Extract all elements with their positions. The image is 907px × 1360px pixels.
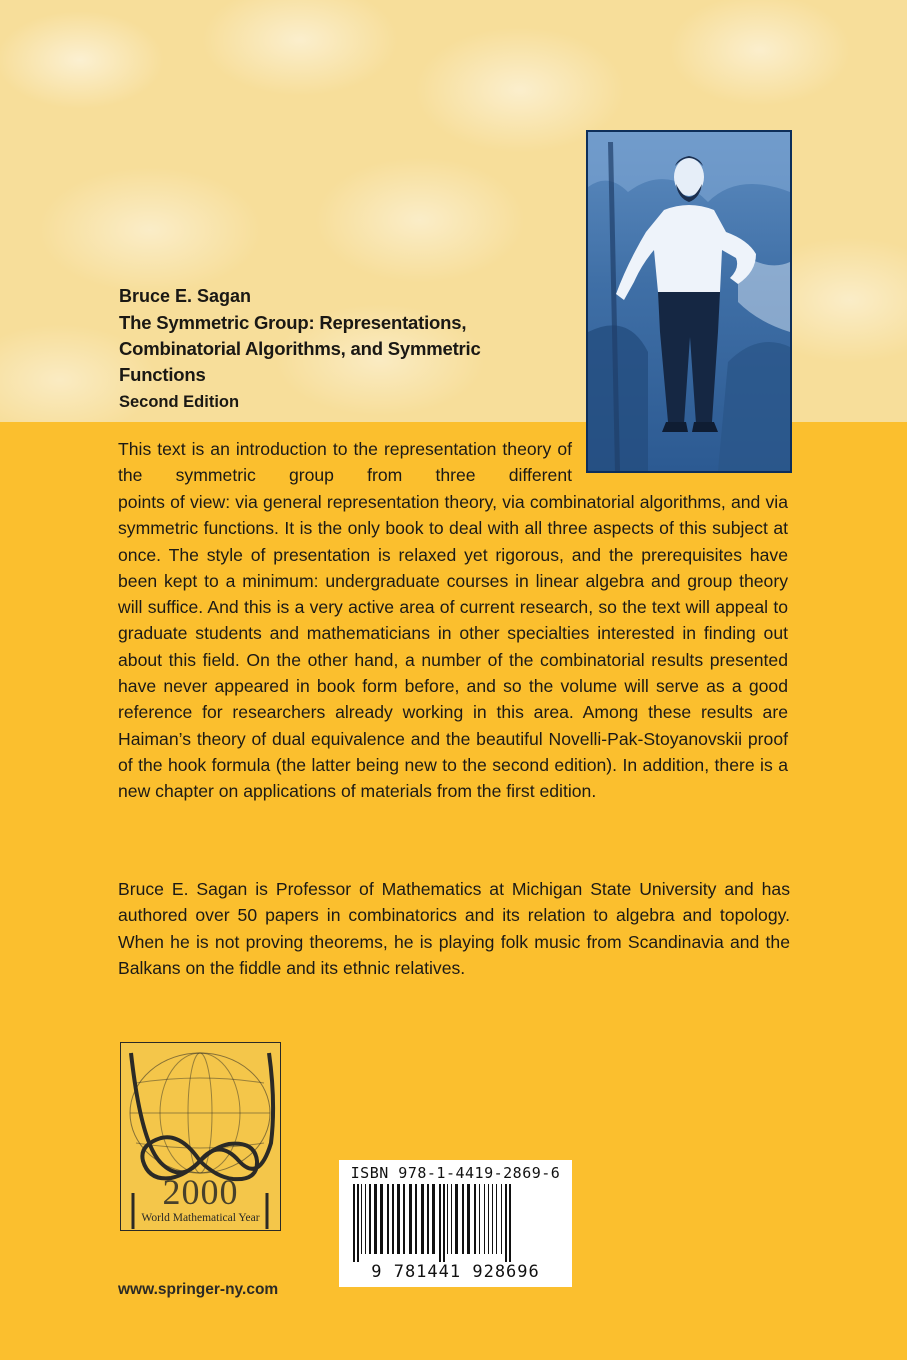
barcode-bar xyxy=(392,1184,394,1254)
book-title-line: The Symmetric Group: Representations, xyxy=(119,312,467,333)
isbn-barcode xyxy=(339,1160,572,1287)
barcode-bar xyxy=(397,1184,400,1254)
barcode-bar xyxy=(403,1184,405,1254)
barcode-bar xyxy=(501,1184,502,1254)
barcode-bar xyxy=(380,1184,383,1254)
book-title xyxy=(119,310,579,388)
barcode-bar xyxy=(505,1184,507,1262)
logo-year: 2000 xyxy=(162,1172,239,1212)
author-photo xyxy=(586,130,792,473)
barcode-bar xyxy=(462,1184,464,1254)
barcode-bar xyxy=(479,1184,480,1254)
barcode-bar xyxy=(365,1184,366,1254)
isbn-label: ISBN 978-1-4419-2869-6 xyxy=(350,1164,561,1182)
barcode-bar xyxy=(374,1184,377,1254)
book-title-line: Functions xyxy=(119,364,206,385)
barcode-bar xyxy=(455,1184,458,1254)
barcode-bar xyxy=(415,1184,417,1254)
barcode-bar xyxy=(443,1184,445,1262)
publisher-url: www.springer-ny.com xyxy=(118,1281,279,1298)
edition-label: Second Edition xyxy=(119,393,240,411)
author-bio-paragraph: Bruce E. Sagan is Professor of Mathematics at Michigan State University and has authored over 50 papers in combinatorics and its relation to algebra and topology. When he is not proving theorems, he is playing folk music from Scandinavia and the Balkans on the fiddle and its ethnic relatives. xyxy=(118,879,790,978)
barcode-bar xyxy=(432,1184,435,1254)
barcode-bar xyxy=(492,1184,493,1254)
barcode-bar xyxy=(439,1184,441,1262)
author-name: Bruce E. Sagan xyxy=(119,286,252,306)
logo-caption: World Mathematical Year xyxy=(141,1212,260,1224)
barcode-bar xyxy=(474,1184,476,1254)
barcode-bar xyxy=(509,1184,511,1262)
barcode-bar xyxy=(369,1184,371,1254)
barcode-bar xyxy=(484,1184,485,1254)
barcode-bar xyxy=(488,1184,489,1254)
barcode-bar xyxy=(451,1184,452,1254)
barcode-bars xyxy=(347,1184,564,1264)
title-block xyxy=(119,284,579,414)
barcode-bar xyxy=(427,1184,429,1254)
barcode-bar xyxy=(409,1184,412,1254)
barcode-bar xyxy=(421,1184,424,1254)
barcode-bar xyxy=(467,1184,470,1254)
blurb-paragraph: points of view: via general representation theory, via combinatorial algorithms, and via symmetric functions. It is the only book to deal with all three aspects of this subject at once. The style of presentation is relaxed yet rigorous, and the prerequisites have been kept to a minimum: undergraduate courses in linear algebra and group theory will suffice. And this is a very active area of current research, so the text will appeal to graduate students and mathematicians in other specialties interested in finding out about this field. On the other hand, a number of the combinatorial results presented have never appeared in book form before, and so the volume will serve as a good reference for researchers already working in this area. Among these results are Haiman’s theory of dual equivalence and the beautiful Novelli-Pak-Stoyanovskii proof of the hook formula (the latter being new to the second edition). In addition, there is a new chapter on applications of materials from the first edition. xyxy=(118,492,788,802)
barcode-bar xyxy=(496,1184,497,1254)
book-title-line: Combinatorial Algorithms, and Symmetric xyxy=(119,338,481,359)
world-mathematical-year-logo xyxy=(120,1042,281,1231)
barcode-bar xyxy=(447,1184,448,1254)
blurb-paragraph-opening: This text is an introduction to the representation theory of the symmetric group from three different xyxy=(118,439,572,486)
barcode-bar xyxy=(357,1184,359,1262)
author-photo-image xyxy=(588,132,790,471)
barcode-digits: 9 781441 928696 xyxy=(371,1262,540,1282)
barcode-bar xyxy=(387,1184,389,1254)
barcode-bar xyxy=(361,1184,362,1254)
barcode-bar xyxy=(353,1184,355,1262)
